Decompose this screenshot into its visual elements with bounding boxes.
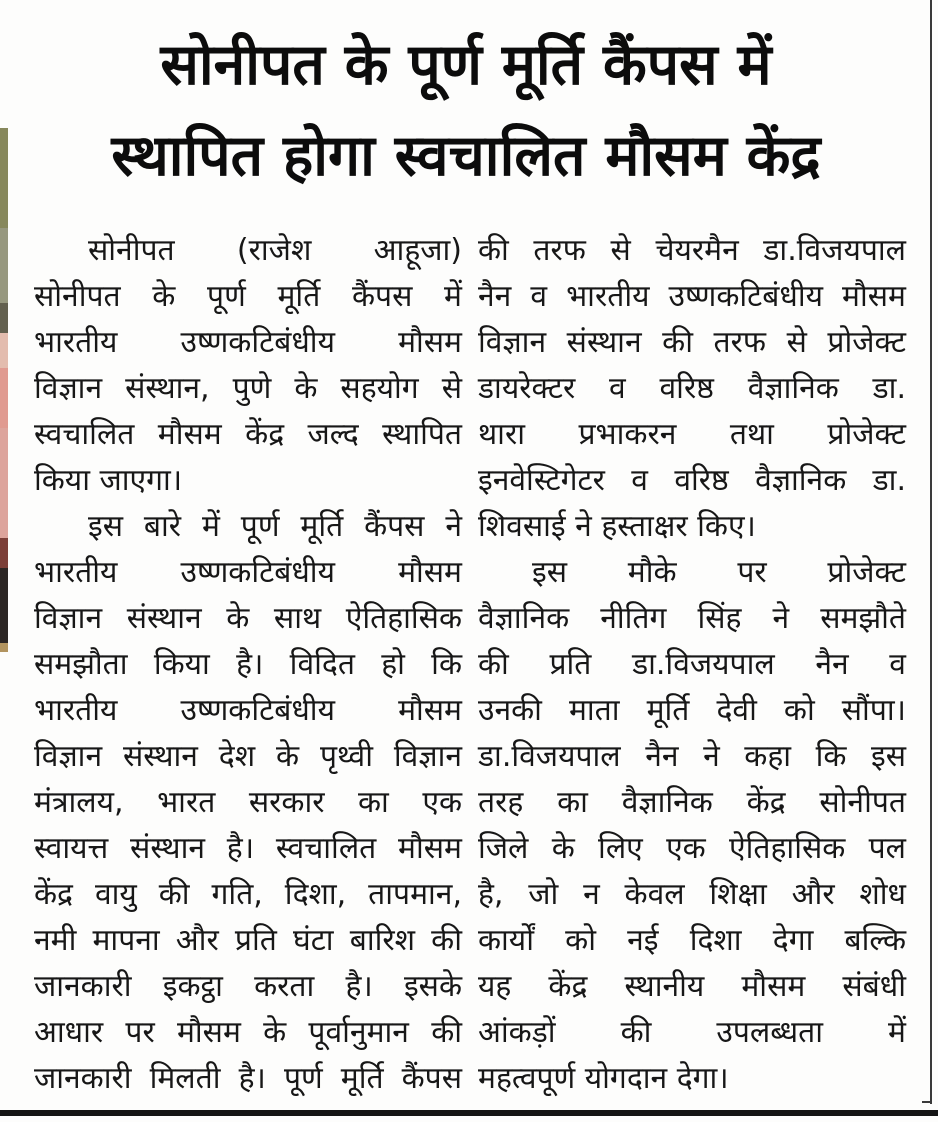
article-line: कार्यों को नई दिशा देगा बल्कि [478, 923, 906, 958]
article-line: आंकड़ों की उपलब्धता में [478, 1015, 906, 1050]
photo-strip-segment [0, 333, 8, 368]
adjacent-photo-edge [0, 128, 8, 652]
article-line: जानकारी इकट्ठा करता है। इसके [34, 969, 462, 1004]
photo-strip-segment [0, 643, 8, 652]
article-line: है, जो न केवल शिक्षा और शोध [478, 877, 906, 912]
article-line: सोनीपत (राजेश आहूजा) [88, 233, 462, 268]
photo-strip-segment [0, 538, 8, 568]
article-line: भारतीय उष्णकटिबंधीय मौसम [34, 693, 462, 728]
article-line: शिवसाई ने हस्ताक्षर किए। [478, 509, 756, 544]
article-line: भारतीय उष्णकटिबंधीय मौसम [34, 555, 462, 590]
article-line: विज्ञान संस्थान, पुणे के सहयोग से [34, 371, 462, 406]
article-line: आधार पर मौसम के पूर्वानुमान की [34, 1015, 462, 1050]
article-line: इस मौके पर प्रोजेक्ट [532, 555, 906, 590]
article-line: तरह का वैज्ञानिक केंद्र सोनीपत [478, 785, 906, 820]
bottom-rule [0, 1110, 938, 1116]
article-line: थारा प्रभाकरन तथा प्रोजेक्ट [478, 417, 906, 452]
article-line: की प्रति डा.विजयपाल नैन व [478, 647, 906, 682]
article-line: स्वायत्त संस्थान है। स्वचालित मौसम [34, 831, 462, 866]
article-line: डा.विजयपाल नैन ने कहा कि इस [478, 739, 906, 774]
photo-strip-segment [0, 303, 8, 333]
photo-strip-segment [0, 568, 8, 643]
article-line: नैन व भारतीय उष्णकटिबंधीय मौसम [478, 279, 906, 314]
article-line: किया जाएगा। [34, 463, 183, 498]
headline-line-2: स्थापित होगा स्वचालित मौसम केंद्र [111, 123, 821, 189]
photo-strip-segment [0, 128, 8, 228]
article-line: मंत्रालय, भारत सरकार का एक [34, 785, 462, 820]
article-line: इनवेस्टिगेटर व वरिष्ठ वैज्ञानिक डा. [478, 463, 906, 498]
article-line: सोनीपत के पूर्ण मूर्ति कैंपस में [34, 279, 462, 314]
headline [24, 20, 908, 202]
headline-line-1: सोनीपत के पूर्ण मूर्ति कैंपस में [160, 32, 772, 98]
article-line: स्वचालित मौसम केंद्र जल्द स्थापित [34, 417, 462, 452]
article-line: की तरफ से चेयरमैन डा.विजयपाल [478, 233, 906, 268]
article-column-left [34, 228, 462, 1104]
photo-strip-segment [0, 428, 8, 538]
article-line: उनकी माता मूर्ति देवी को सौंपा। [478, 693, 906, 728]
article-line: महत्वपूर्ण योगदान देगा। [478, 1061, 729, 1096]
article-line: वैज्ञानिक नीतिग सिंह ने समझौते [478, 601, 906, 636]
article-line: विज्ञान संस्थान के साथ ऐतिहासिक [34, 601, 462, 636]
article-column-right [478, 228, 906, 1104]
rule-corner-stub [922, 1101, 932, 1103]
article-line: जानकारी मिलती है। पूर्ण मूर्ति कैंपस [34, 1061, 462, 1096]
article-body [34, 228, 906, 1104]
article-line: जिले के लिए एक ऐतिहासिक पल [478, 831, 906, 866]
article-line: यह केंद्र स्थानीय मौसम संबंधी [478, 969, 906, 1004]
article-line: इस बारे में पूर्ण मूर्ति कैंपस ने [88, 509, 462, 544]
photo-strip-segment [0, 368, 8, 428]
article-line: समझौता किया है। विदित हो कि [34, 647, 462, 682]
article-line: विज्ञान संस्थान देश के पृथ्वी विज्ञान [34, 739, 462, 774]
photo-strip-segment [0, 228, 8, 303]
article-line: नमी मापना और प्रति घंटा बारिश की [34, 923, 462, 958]
right-column-rule [930, 0, 932, 1104]
article-line: विज्ञान संस्थान की तरफ से प्रोजेक्ट [478, 325, 906, 360]
article-line: केंद्र वायु की गति, दिशा, तापमान, [34, 877, 462, 912]
article-line: भारतीय उष्णकटिबंधीय मौसम [34, 325, 462, 360]
article-line: डायरेक्टर व वरिष्ठ वैज्ञानिक डा. [478, 371, 906, 406]
